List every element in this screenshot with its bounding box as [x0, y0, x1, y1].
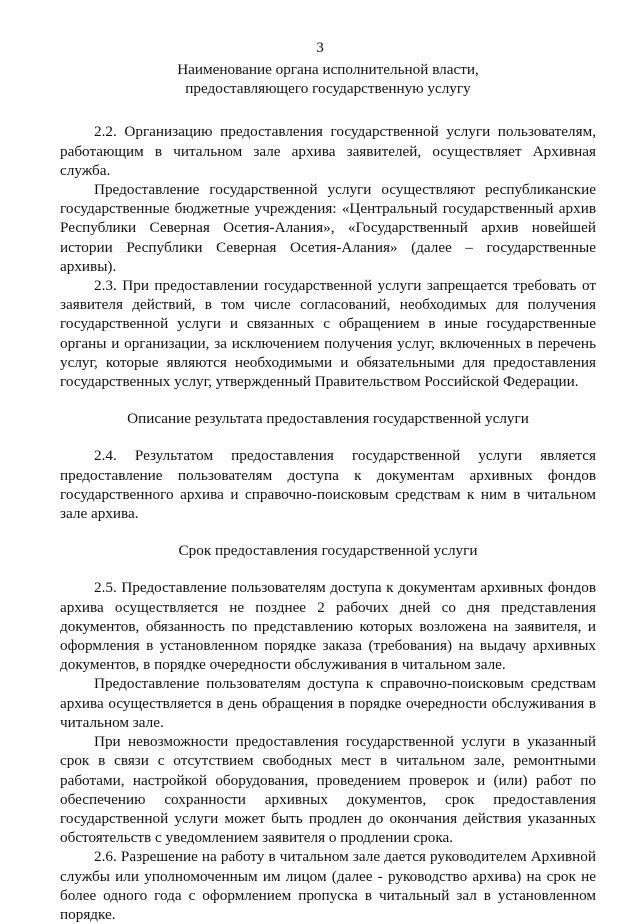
- paragraph-2-5: 2.5. Предоставление пользователям доступа к документам архивных фондов архива осуществляется не позднее 2 рабочих дней со дня представления документов, обязанность по представлению которых возложена на заявителя, и оформления в установленном порядке заказа (требования) на выдачу архивных документов, в порядке очередности обслуживания в читальном зале.: [60, 579, 596, 674]
- paragraph-2-2: 2.2. Организацию предоставления государственной услуги пользователям, работающим в читальном зале архива заявителей, осуществляет Архивная служба.: [60, 123, 596, 179]
- paragraph-2-6: 2.6. Разрешение на работу в читальном зале дается руководителем Архивной службы или уполномоченным им лицом (далее - руководство архива) на срок не более одного года с оформлением пропуска в читальный зал в установленном порядке.: [60, 848, 596, 923]
- paragraph-providers: Предоставление государственной услуги осуществляют республиканские государственные бюджетные учреждения: «Центральный государственный архив Республики Северная Осетия-Алания», «Государственный архив новейшей истории Республики Северная Осетия-Алания» (далее – государственные архивы).: [60, 181, 596, 275]
- paragraph-extension: При невозможности предоставления государственной услуги в указанный срок в связи с отсутствием свободных мест в читальном зале, ремонтными работами, настройкой оборудования, проведением проверок и (или) работ по обеспечению сохранности архивных документов, срок предоставления государственной услуги может быть продлен до окончания действия указанных обстоятельств с уведомлением заявителя о продлении срока.: [60, 733, 596, 847]
- document-body: [60, 60, 596, 924]
- section-heading: [60, 60, 596, 98]
- paragraph-reference-access: Предоставление пользователям доступа к справочно-поисковым средствам архива осуществляется в день обращения в порядке очередности обслуживания в читальном зале.: [60, 675, 596, 731]
- page-number: 3: [316, 39, 324, 56]
- section-heading: Срок предоставления государственной услуги: [178, 542, 478, 560]
- section-heading-text: Наименование органа исполнительной власти, предоставляющего государственную услугу: [177, 61, 479, 98]
- section-heading: Описание результата предоставления государственной услуги: [127, 410, 529, 428]
- paragraph-2-3: 2.3. При предоставлении государственной услуги запрещается требовать от заявителя действий, в том числе согласований, необходимых для получения государственной услуги и связанных с обращением в иные государственные органы и организации, за исключением получения услуг, включенных в перечень услуг, которые являются необходимыми и обязательными для предоставления государственных услуг, утвержденный Правительством Российской Федерации.: [60, 277, 596, 391]
- paragraph-2-4: 2.4. Результатом предоставления государственной услуги является предоставление пользователям доступа к документам архивных фондов государственного архива и справочно-поисковым средствам к ним в читальном зале архива.: [60, 447, 596, 523]
